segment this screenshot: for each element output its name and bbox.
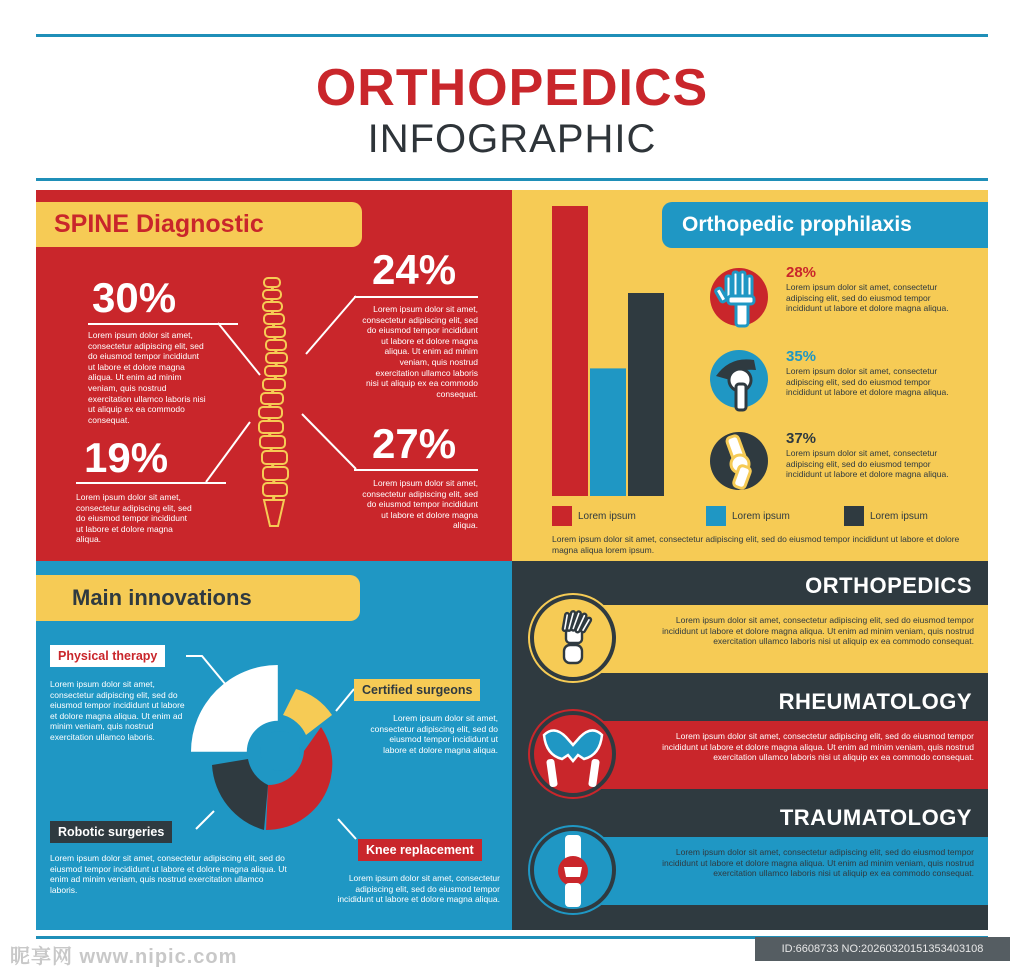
prophylaxis-value-35: 35%	[786, 348, 817, 365]
prophylaxis-bar-chart	[542, 206, 672, 496]
knee-icon	[530, 827, 616, 913]
callout-robotic-surgeries: Robotic surgeries	[50, 821, 172, 843]
innovations-heading-text: Main innovations	[72, 585, 252, 610]
departments-panel	[512, 561, 988, 930]
prophylaxis-value-37: 37%	[786, 430, 817, 447]
spine-connector-line	[354, 469, 478, 471]
prophylaxis-text-2: Lorem ipsum dolor sit amet, consectetur adipiscing elit, sed do eiusmod tempor incididunt ut labore et dolore magna aliqua.	[786, 366, 949, 398]
spine-heading	[36, 202, 362, 247]
spine-heading-text: SPINE Diagnostic	[54, 210, 264, 238]
watermark-site: 昵享网 www.nipic.com	[10, 946, 238, 968]
bar-3	[628, 293, 664, 496]
top-rule	[36, 34, 988, 37]
knee-joint-icon	[710, 432, 768, 490]
spine-diagnostic-panel	[36, 190, 512, 561]
dept-text-orthopedics: Lorem ipsum dolor sit amet, consectetur adipiscing elit, sed do eiusmod tempor incididunt ut labore et dolore magna aliqua. Ut enim ad minim veniam, quis nostrud exercitation ullamco laboris nisi ut aliquip ex ea commodo consequat.	[662, 615, 974, 647]
spine-icon	[244, 274, 304, 534]
callout-knee-replacement: Knee replacement	[358, 839, 482, 861]
prophylaxis-value-28: 28%	[786, 264, 817, 281]
spine-stat-27: 27%	[372, 420, 457, 467]
prophylaxis-heading	[662, 202, 988, 248]
spine-connector-diagonal	[298, 412, 358, 472]
prophylaxis-panel	[512, 190, 988, 561]
bar-2	[590, 368, 626, 496]
spine-stat-24-text: Lorem ipsum dolor sit amet, consectetur adipiscing elit, sed do eiusmod tempor incididunt ut labore et dolore magna aliqua. Ut enim ad minim veniam, quis nostrud exercitation ullamco laboris nisi ut aliquip ex ea commodo consequat.	[362, 304, 478, 399]
legend-label-3: Lorem ipsum	[870, 511, 928, 522]
spine-connector-diagonal	[304, 296, 364, 356]
title-rule	[36, 178, 988, 181]
watermark-id: ID:6608733 NO:20260320151353403108	[755, 937, 1010, 961]
callout-certified-surgeons-text: Lorem ipsum dolor sit amet, consectetur adipiscing elit, sed do eiusmod tempor incididunt ut labore et dolore magna aliqua.	[370, 713, 498, 755]
legend-swatch-red	[552, 506, 572, 526]
spine-stat-30: 30%	[92, 274, 177, 321]
callout-robotic-surgeries-text: Lorem ipsum dolor sit amet, consectetur adipiscing elit, sed do eiusmod tempor incididunt ut labore et dolore magna aliqua. Ut enim ad minim veniam, quis nostrud exercitation ullamco laboris.	[50, 853, 287, 895]
spine-connector-diagonal	[204, 422, 264, 484]
legend-label-2: Lorem ipsum	[732, 511, 790, 522]
spine-stat-24: 24%	[372, 246, 457, 293]
spine-stat-19-text: Lorem ipsum dolor sit amet, consectetur adipiscing elit, sed do eiusmod tempor incididunt ut labore et dolore magna aliqua.	[76, 492, 192, 545]
spine-stat-30-text: Lorem ipsum dolor sit amet, consectetur adipiscing elit, sed do eiusmod tempor incididunt ut labore et dolore magna aliqua. Ut enim ad minim veniam, quis nostrud exercitation ullamco laboris nisi ut aliquip ex ea commodo consequat.	[88, 330, 206, 425]
dept-text-rheumatology: Lorem ipsum dolor sit amet, consectetur adipiscing elit, sed do eiusmod tempor incididunt ut labore et dolore magna aliqua. Ut enim ad minim veniam, quis nostrud exercitation ullamco laboris nisi ut aliquip ex ea commodo consequat.	[662, 731, 974, 763]
spine-connector-line	[354, 296, 478, 298]
dept-text-traumatology: Lorem ipsum dolor sit amet, consectetur adipiscing elit, sed do eiusmod tempor incididunt ut labore et dolore magna aliqua. Ut enim ad minim veniam, quis nostrud exercitation ullamco laboris nisi ut aliquip ex ea commodo consequat.	[662, 847, 974, 879]
dept-title-traumatology: TRAUMATOLOGY	[779, 805, 972, 830]
foot-bones-icon	[530, 595, 616, 681]
legend-swatch-blue	[706, 506, 726, 526]
callout-certified-surgeons: Certified surgeons	[354, 679, 480, 701]
dept-title-orthopedics: ORTHOPEDICS	[805, 573, 972, 598]
spine-stat-19: 19%	[84, 434, 169, 481]
bar-1	[552, 206, 588, 496]
legend-swatch-dark	[844, 506, 864, 526]
callout-knee-replacement-text: Lorem ipsum dolor sit amet, consectetur adipiscing elit, sed do eiusmod tempor incididunt ut labore et dolore magna aliqua.	[337, 873, 500, 905]
hand-bones-icon	[710, 268, 768, 326]
page-subtitle: INFOGRAPHIC	[367, 117, 657, 161]
spine-connector-diagonal	[216, 323, 276, 383]
dept-title-rheumatology: RHEUMATOLOGY	[778, 689, 972, 714]
spine-stat-27-text: Lorem ipsum dolor sit amet, consectetur adipiscing elit, sed do eiusmod tempor incididunt ut labore et dolore magna aliqua.	[362, 478, 478, 531]
callout-physical-therapy: Physical therapy	[50, 645, 165, 667]
prophylaxis-heading-text: Orthopedic prophilaxis	[682, 213, 912, 236]
callout-physical-therapy-text: Lorem ipsum dolor sit amet, consectetur adipiscing elit, sed do eiusmod tempor incididunt ut labore et dolore magna aliqua. Ut enim ad minim veniam, quis nostrud exercitation ullamco laboris.	[50, 679, 185, 742]
shoulder-joint-icon	[710, 350, 768, 408]
prophylaxis-text-3: Lorem ipsum dolor sit amet, consectetur adipiscing elit, sed do eiusmod tempor incididunt ut labore et dolore magna aliqua.	[786, 448, 949, 480]
prophylaxis-footer-text: Lorem ipsum dolor sit amet, consectetur adipiscing elit, sed do eiusmod tempor incididunt ut labore et dolore magna aliqua lorem ipsum.	[552, 534, 960, 555]
pelvis-icon	[530, 711, 616, 797]
innovations-panel	[36, 561, 512, 930]
prophylaxis-text-1: Lorem ipsum dolor sit amet, consectetur adipiscing elit, sed do eiusmod tempor incididunt ut labore et dolore magna aliqua.	[786, 282, 949, 314]
page-title: ORTHOPEDICS	[315, 59, 709, 117]
legend-label-1: Lorem ipsum	[578, 511, 636, 522]
